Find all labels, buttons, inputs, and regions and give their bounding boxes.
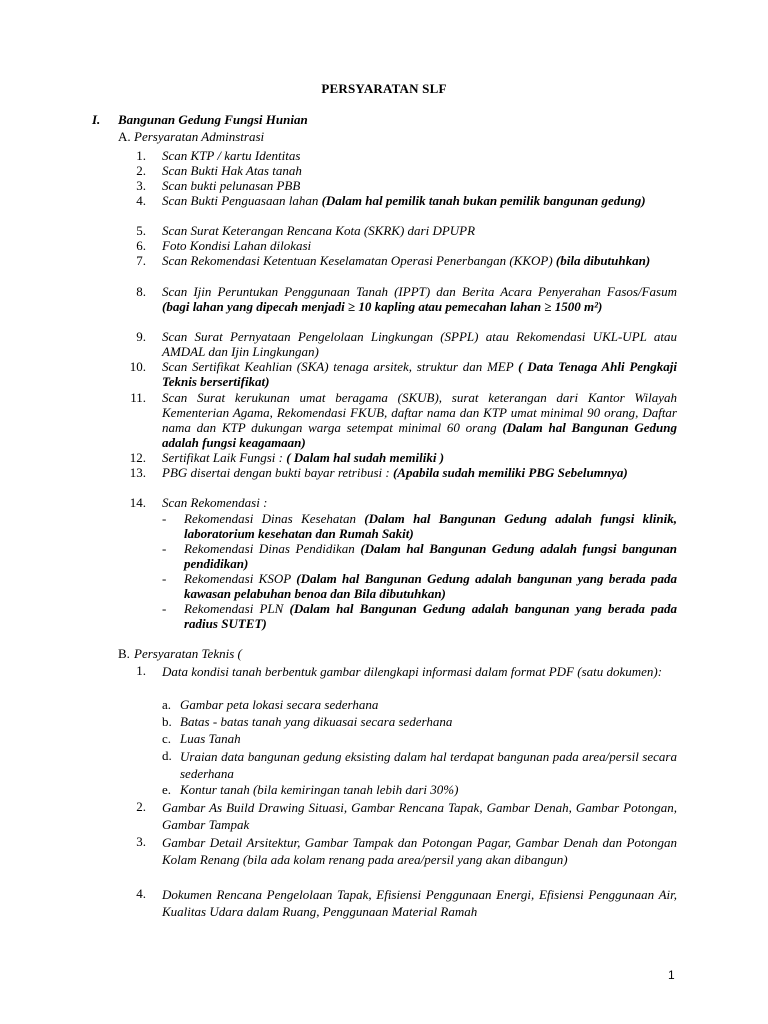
list-item: Scan Ijin Peruntukan Penggunaan Tanah (IPPT) dan Berita Acara Penyerahan Fasos/Fasum (bagi lahan yang dipecah menjadi ≥ 10 kapling atau pemecahan lahan ≥ 1500 m²) xyxy=(162,284,677,314)
letter-marker: b. xyxy=(162,714,172,729)
part-a-letter: A. xyxy=(118,129,131,144)
item-number: 4. xyxy=(136,886,146,901)
item-number: 2. xyxy=(136,799,146,814)
list-item: Scan Bukti Hak Atas tanah xyxy=(162,163,302,178)
part-a-heading: Persyaratan Adminstrasi xyxy=(134,129,265,144)
list-item: Scan Surat kerukunan umat beragama (SKUB), surat keterangan dari Kantor Wilayah Kementerian Agama, Rekomendasi FKUB, daftar nama dan KTP umat minimal 90 orang, Daftar nama dan KTP dukungan warga setempat minimal 60 orang (Dalam hal Bangunan Gedung adalah fungsi keagamaan) xyxy=(162,390,677,450)
sub-list-item: Kontur tanah (bila kemiringan tanah lebih dari 30%) xyxy=(180,782,459,797)
item-number: 1. xyxy=(136,148,146,163)
list-item: Scan Bukti Penguasaan lahan (Dalam hal pemilik tanah bukan pemilik bangunan gedung) xyxy=(162,193,646,208)
item-number: 4. xyxy=(136,193,146,208)
sub-list-item: Rekomendasi PLN (Dalam hal Bangunan Gedung adalah bangunan yang berada pada radius SUTET) xyxy=(184,601,677,631)
sub-list-item: Rekomendasi Dinas Pendidikan (Dalam hal Bangunan Gedung adalah fungsi bangunan pendidikan) xyxy=(184,541,677,571)
item-number: 11. xyxy=(130,390,146,405)
letter-marker: d. xyxy=(162,748,172,763)
list-item: Sertifikat Laik Fungsi : ( Dalam hal sudah memiliki ) xyxy=(162,450,445,465)
page-number: 1 xyxy=(668,968,675,982)
page-title: PERSYARATAN SLF xyxy=(321,81,447,96)
list-item: Scan Surat Pernyataan Pengelolaan Lingkungan (SPPL) atau Rekomendasi UKL-UPL atau AMDAL dan Ijin Lingkungan) xyxy=(162,329,677,359)
item-number: 7. xyxy=(136,253,146,268)
dash-bullet: - xyxy=(162,541,167,556)
list-item: Gambar Detail Arsitektur, Gambar Tampak dan Potongan Pagar, Gambar Denah dan Potongan Kolam Renang (bila ada kolam renang pada area/persil yang akan dibangun) xyxy=(162,835,677,867)
item-number: 5. xyxy=(136,223,146,238)
dash-bullet: - xyxy=(162,511,167,526)
item-number: 13. xyxy=(129,465,146,480)
list-item: Scan KTP / kartu Identitas xyxy=(162,148,301,163)
letter-marker: e. xyxy=(162,782,172,797)
item-number: 2. xyxy=(136,163,146,178)
item-number: 8. xyxy=(136,284,146,299)
sub-list-item: Rekomendasi KSOP (Dalam hal Bangunan Gedung adalah bangunan yang berada pada kawasan pelabuhan benoa dan Bila dibutuhkan) xyxy=(184,571,677,601)
sub-list-item: Uraian data bangunan gedung eksisting dalam hal terdapat bangunan pada area/persil secara sederhana xyxy=(180,749,677,781)
letter-marker: a. xyxy=(162,697,172,712)
item-number: 12. xyxy=(129,450,146,465)
list-item: Scan Sertifikat Keahlian (SKA) tenaga arsitek, struktur dan MEP ( Data Tenaga Ahli Pengkaji Teknis bersertifikat) xyxy=(162,359,677,389)
list-item: Data kondisi tanah berbentuk gambar dilengkapi informasi dalam format PDF (satu dokumen): xyxy=(162,664,663,679)
dash-bullet: - xyxy=(162,601,167,616)
item-number: 9. xyxy=(136,329,146,344)
item-number: 1. xyxy=(136,663,146,678)
item-number: 6. xyxy=(136,238,146,253)
list-item: Scan Rekomendasi Ketentuan Keselamatan Operasi Penerbangan (KKOP) (bila dibutuhkan) xyxy=(162,253,651,268)
item-number: 3. xyxy=(136,178,146,193)
sub-list-item: Gambar peta lokasi secara sederhana xyxy=(180,697,379,712)
part-b-letter: B. xyxy=(118,646,130,661)
list-item: Foto Kondisi Lahan dilokasi xyxy=(162,238,312,253)
sub-list-item: Batas - batas tanah yang dikuasai secara sederhana xyxy=(180,714,453,729)
list-item: Scan Surat Keterangan Rencana Kota (SKRK) dari DPUPR xyxy=(162,223,476,238)
letter-marker: c. xyxy=(162,731,172,746)
section-number: I. xyxy=(92,112,101,127)
item-number: 14. xyxy=(129,495,146,510)
list-item: Dokumen Rencana Pengelolaan Tapak, Efisiensi Penggunaan Energi, Efisiensi Penggunaan Air, Kualitas Udara dalam Ruang, Penggunaan Material Ramah xyxy=(162,887,677,919)
sub-list-item: Rekomendasi Dinas Kesehatan (Dalam hal Bangunan Gedung adalah fungsi klinik, laboratorium kesehatan dan Rumah Sakit) xyxy=(184,511,677,541)
dash-bullet: - xyxy=(162,571,167,586)
list-item: Gambar As Build Drawing Situasi, Gambar Rencana Tapak, Gambar Denah, Gambar Potongan, Gambar Tampak xyxy=(162,800,677,832)
list-item: PBG disertai dengan bukti bayar retribusi : (Apabila sudah memiliki PBG Sebelumnya) xyxy=(162,465,628,480)
sub-list-item: Luas Tanah xyxy=(180,731,241,746)
item-number: 3. xyxy=(136,834,146,849)
part-b-heading: Persyaratan Teknis ( xyxy=(134,646,242,661)
list-item: Scan Rekomendasi : xyxy=(162,495,268,510)
item-number: 10. xyxy=(129,359,146,374)
section-heading: Bangunan Gedung Fungsi Hunian xyxy=(118,112,308,127)
list-item: Scan bukti pelunasan PBB xyxy=(162,178,301,193)
